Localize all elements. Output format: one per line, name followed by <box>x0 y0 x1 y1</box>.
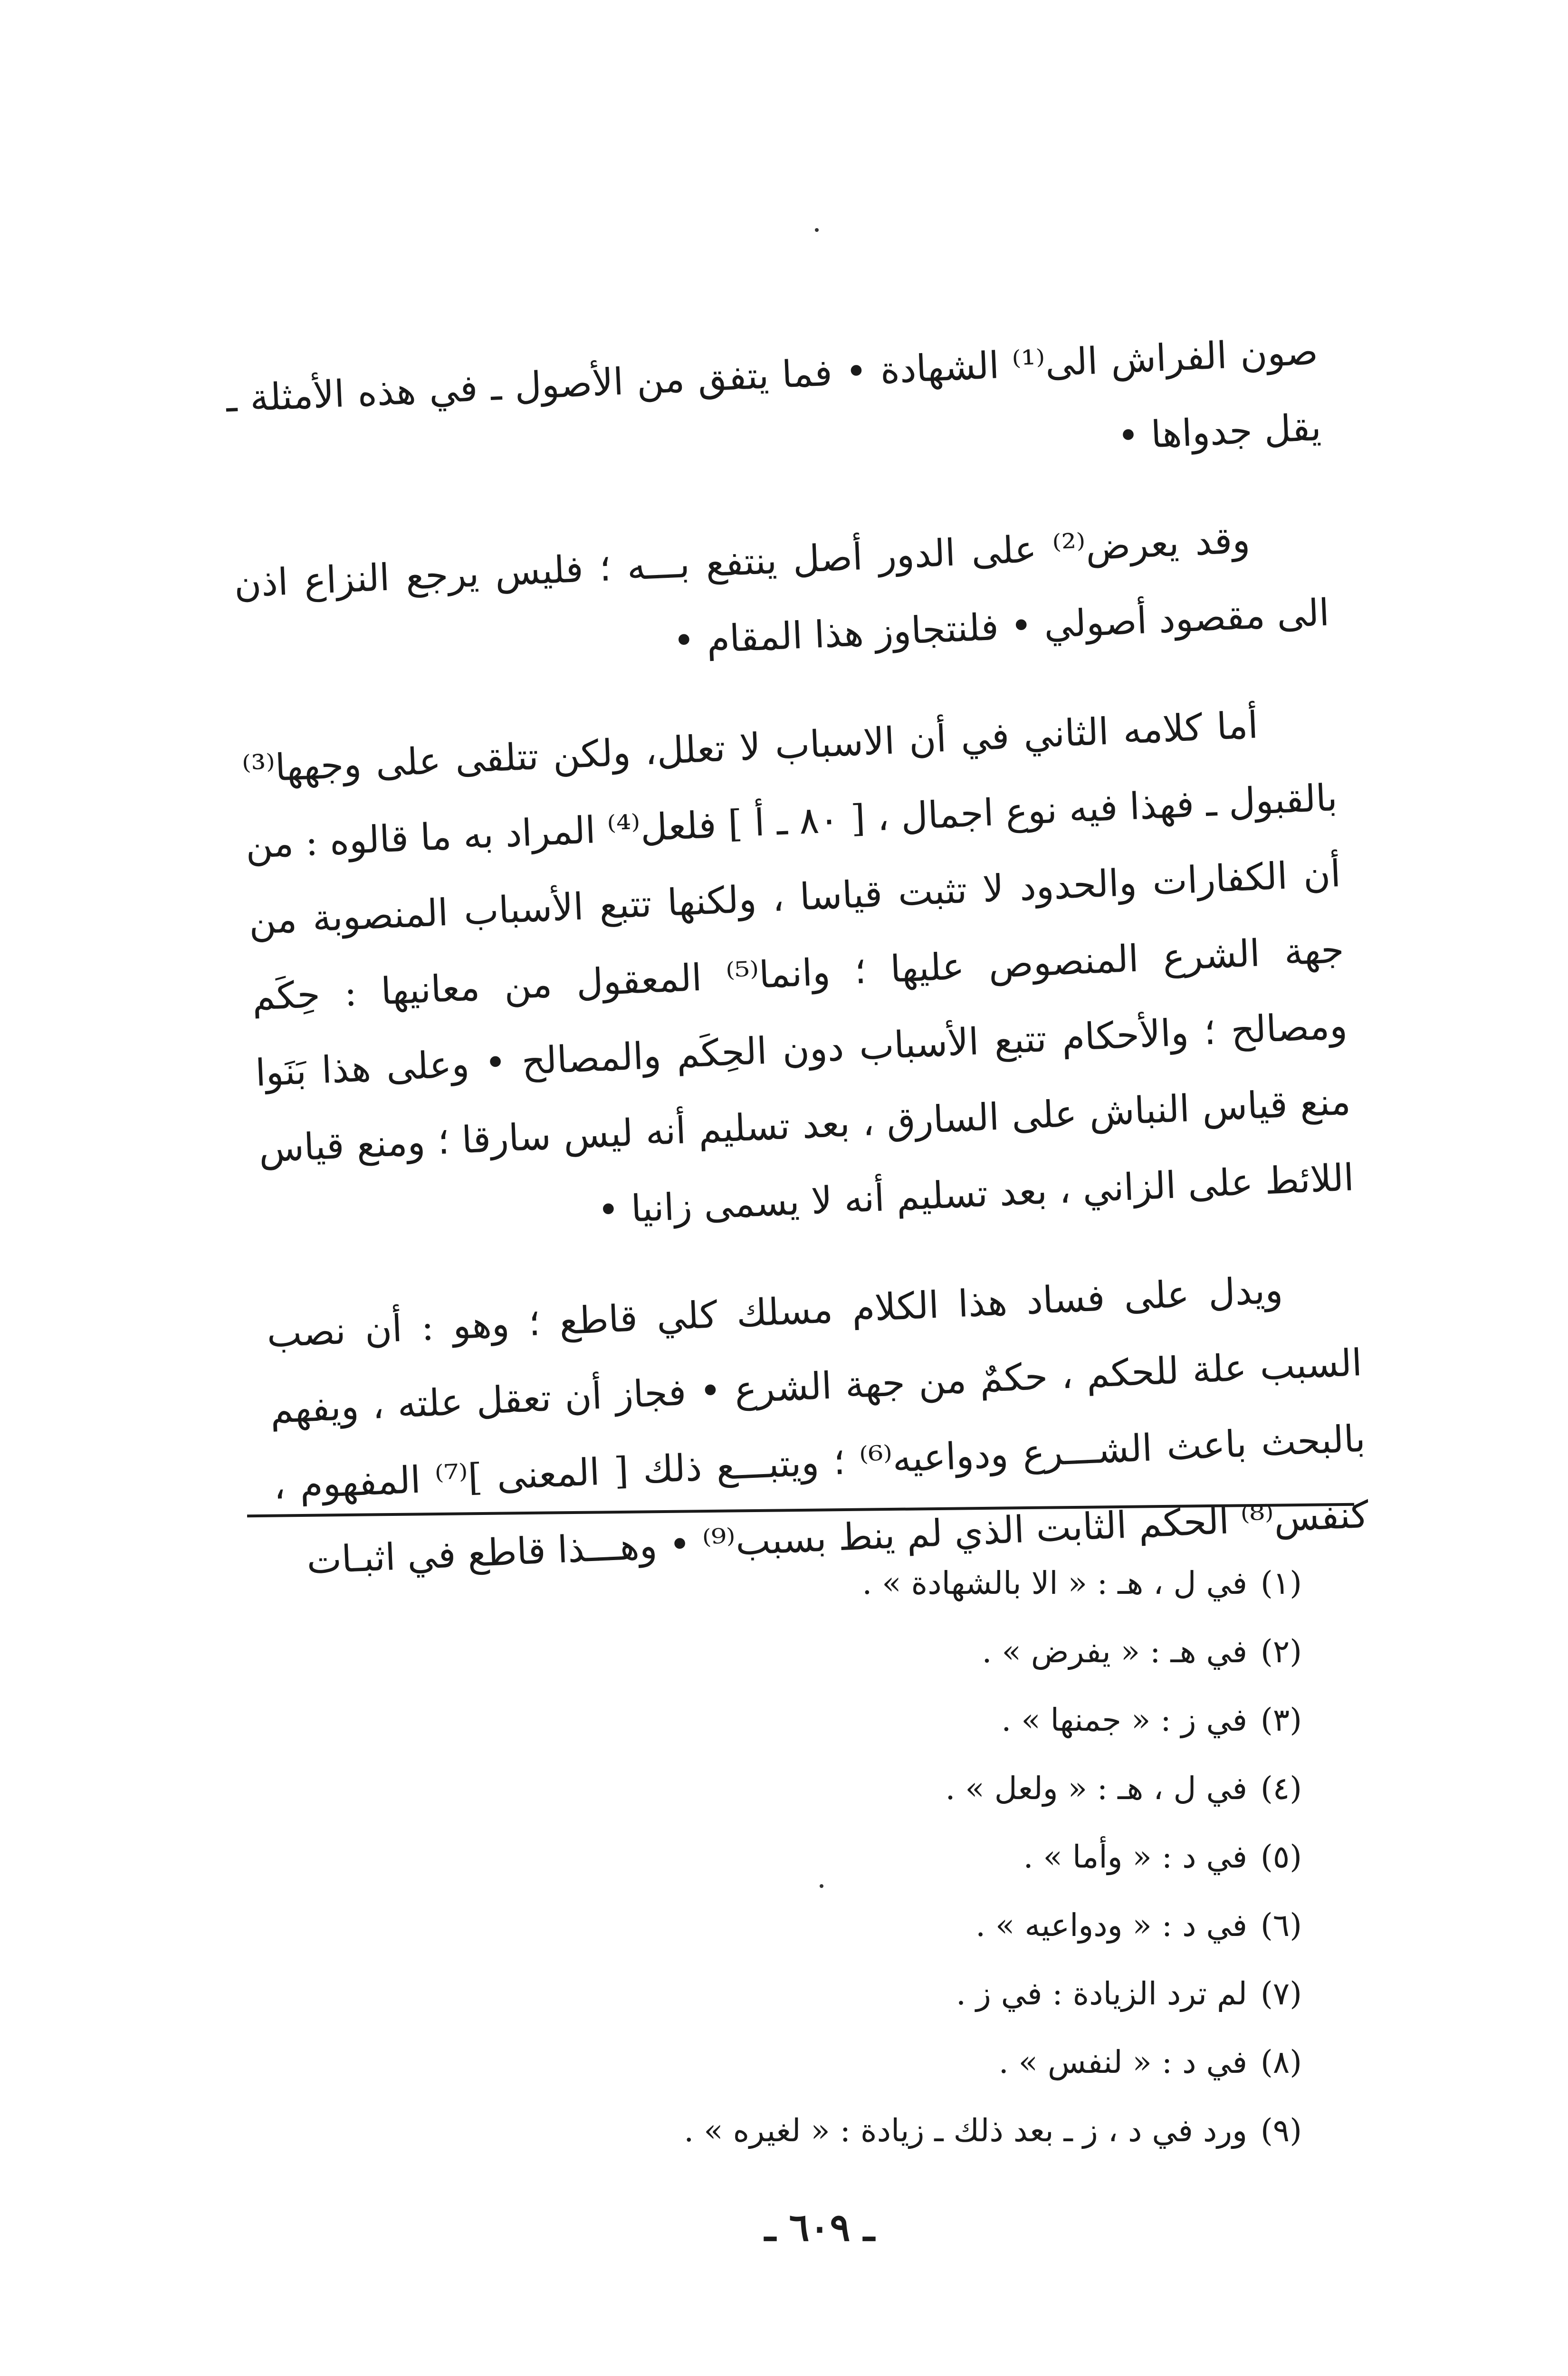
footnote <box>475 1891 1302 1960</box>
footnote-number: (٧) <box>1261 1975 1302 2012</box>
footnote-text: في ل ، هـ : « الا بالشهادة » . <box>862 1565 1248 1601</box>
paragraph: أما كلامه الثاني في أن الاسباب لا تعلل، ولكن تتلقى على وجهها⁽³⁾ بالقبول ـ فهذا فيه نوع اجمال ، [ ٨٠ ـ أ ] فلعل⁽⁴⁾ المراد به ما قالوه : من أن الكفارات والحدود لا تثبت قياسا ، ولكنها تتبع الأسباب المنصوبة من جهة الشرع المنصوص عليها ؛ وانما⁽⁵⁾ المعقول من معانيها : حِكَم ومصالح ؛ والأحكام تتبع الأسباب دون الحِكَم والمصالح • وعلى هذا بَنَوا منع قياس النباش على السارق ، بعد تسليم أنه ليس سارقا ؛ ومنع قياس اللائط على الزاني ، بعد تسليم أنه لا يسمى زانيا • <box>241 704 1355 1232</box>
footnote-text: في ز : « جمنها » . <box>1001 1702 1248 1738</box>
footnote-text: في هـ : « يفرض » . <box>982 1633 1248 1670</box>
scan-speck <box>815 228 819 232</box>
footnotes-list <box>475 1549 1302 2165</box>
footnote-text: في ل ، هـ : « ولعل » . <box>945 1770 1248 1807</box>
footnote <box>475 1549 1302 1618</box>
footnote <box>475 1960 1302 2028</box>
footnote-number: (٨) <box>1261 2044 1302 2080</box>
footnote-number: (٥) <box>1261 1839 1302 1875</box>
footnote <box>475 2028 1302 2097</box>
footnote-text: ورد في د ، ز ـ بعد ذلك ـ زيادة : « لغيره » . <box>684 2112 1248 2149</box>
page-number: ـ ٦٠٩ ـ <box>765 2205 875 2250</box>
footnote-text: لم ترد الزيادة : في ز . <box>956 1975 1248 2012</box>
paragraph: ويدل على فساد هذا الكلام مسلك كلي قاطع ؛ وهو : أن نصب السبب علة للحكم ، حكمٌ من جهة الشرع • فجاز أن تعقل علته ، ويفهم بالبحث باعث الشـــرع ودواعيه⁽⁶⁾ ؛ ويتبـــع ذلك [ المعنى ]⁽⁷⁾ المفهوم ، كنفس⁽⁸⁾ الحكم الثابت الذي لم ينط بسبب⁽⁹⁾ • وهـــذا قاطع في اثبـات <box>266 1269 1370 1583</box>
footnote-number: (٦) <box>1261 1907 1302 1944</box>
footnote <box>475 1823 1302 1891</box>
footnote-number: (٣) <box>1261 1702 1302 1738</box>
paragraph: وقد يعرض⁽²⁾ على الدور أصل ينتفع بـــه ؛ فليس يرجع النزاع اذن الى مقصود أصولي • فلنتجاوز هذا المقام • <box>233 518 1330 663</box>
footnote <box>475 1754 1302 1823</box>
footnote-text: في د : « وأما » . <box>1023 1839 1248 1875</box>
footnote-number: (٢) <box>1261 1633 1302 1670</box>
main-text <box>224 314 1372 1634</box>
footnote <box>475 1686 1302 1754</box>
footnote-text: في د : « ودواعيه » . <box>975 1907 1248 1944</box>
footnote-text: في د : « لنفس » . <box>998 2044 1248 2080</box>
footnote-number: (٩) <box>1261 2112 1302 2149</box>
footnote <box>475 2097 1302 2165</box>
footnote <box>475 1618 1302 1686</box>
footnote-number: (١) <box>1261 1565 1302 1601</box>
footnote-number: (٤) <box>1261 1770 1302 1807</box>
paragraph: صون الفراش الى⁽¹⁾ الشهادة • فما يتفق من الأصول ـ في هذه الأمثلة ـ يقل جدواها • <box>225 330 1322 458</box>
